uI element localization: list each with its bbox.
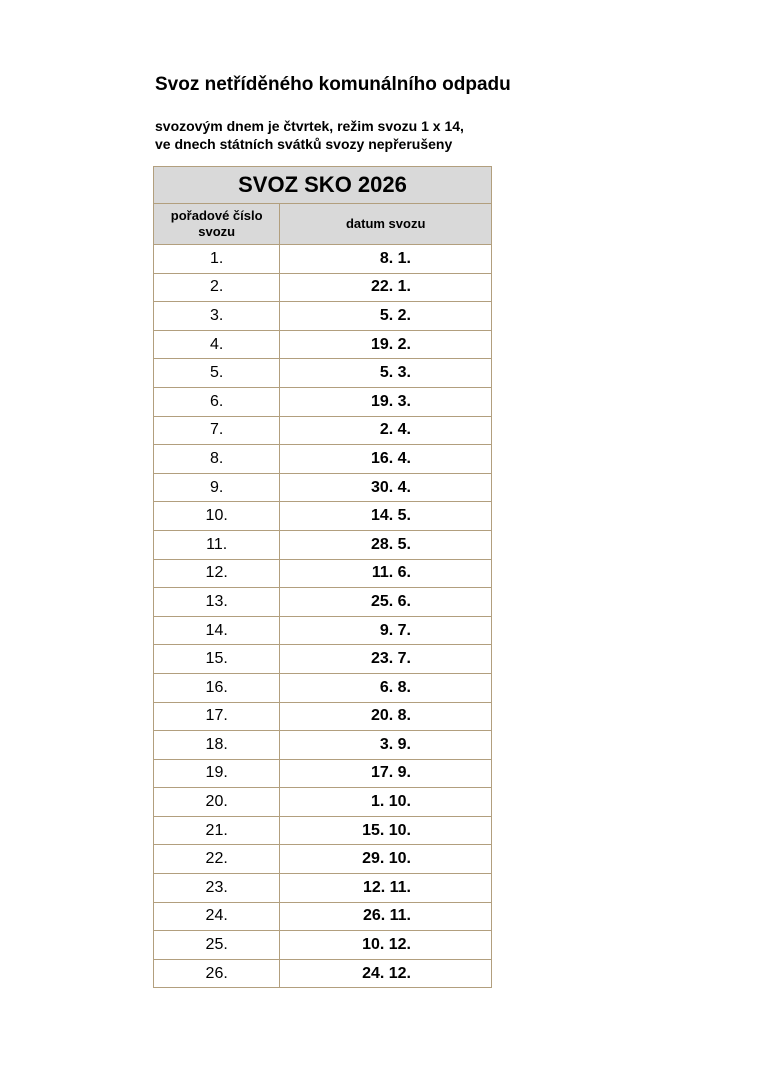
collection-number: 21. <box>154 816 280 845</box>
collection-date: 22. 1. <box>280 273 492 302</box>
table-row <box>154 845 492 874</box>
table-row <box>154 788 492 817</box>
collection-number: 13. <box>154 588 280 617</box>
collection-number: 5. <box>154 359 280 388</box>
collection-number: 22. <box>154 845 280 874</box>
description-line-2: ve dnech státních svátků svozy nepřerušeny <box>155 136 453 152</box>
table-row <box>154 759 492 788</box>
collection-number: 15. <box>154 645 280 674</box>
collection-number: 7. <box>154 416 280 445</box>
collection-date: 28. 5. <box>280 530 492 559</box>
collection-number: 11. <box>154 530 280 559</box>
collection-date: 3. 9. <box>280 731 492 760</box>
table-row <box>154 387 492 416</box>
collection-date: 5. 2. <box>280 302 492 331</box>
table-row <box>154 645 492 674</box>
collection-number: 17. <box>154 702 280 731</box>
table-title: SVOZ SKO 2026 <box>154 167 492 204</box>
collection-date: 12. 11. <box>280 874 492 903</box>
table-row <box>154 245 492 274</box>
table-row <box>154 445 492 474</box>
collection-schedule-table <box>153 166 492 988</box>
table-row <box>154 874 492 903</box>
collection-date: 30. 4. <box>280 473 492 502</box>
table-row <box>154 502 492 531</box>
description-line-1: svozovým dnem je čtvrtek, režim svozu 1 x 14, <box>155 118 464 134</box>
collection-date: 23. 7. <box>280 645 492 674</box>
collection-date: 6. 8. <box>280 673 492 702</box>
collection-date: 19. 3. <box>280 387 492 416</box>
table-row <box>154 330 492 359</box>
table-row <box>154 588 492 617</box>
collection-number: 23. <box>154 874 280 903</box>
table-row <box>154 473 492 502</box>
collection-date: 19. 2. <box>280 330 492 359</box>
collection-number: 20. <box>154 788 280 817</box>
table-row <box>154 530 492 559</box>
table-row <box>154 302 492 331</box>
collection-date: 24. 12. <box>280 959 492 988</box>
collection-number: 19. <box>154 759 280 788</box>
collection-date: 2. 4. <box>280 416 492 445</box>
collection-date: 25. 6. <box>280 588 492 617</box>
schedule-description <box>155 117 464 153</box>
table-row <box>154 931 492 960</box>
collection-number: 24. <box>154 902 280 931</box>
collection-date: 14. 5. <box>280 502 492 531</box>
collection-date: 5. 3. <box>280 359 492 388</box>
collection-number: 2. <box>154 273 280 302</box>
table-row <box>154 673 492 702</box>
collection-number: 9. <box>154 473 280 502</box>
table-row <box>154 559 492 588</box>
collection-number: 10. <box>154 502 280 531</box>
collection-number: 6. <box>154 387 280 416</box>
table-row <box>154 816 492 845</box>
table-row <box>154 731 492 760</box>
collection-number: 4. <box>154 330 280 359</box>
collection-number: 26. <box>154 959 280 988</box>
collection-date: 17. 9. <box>280 759 492 788</box>
table-row <box>154 902 492 931</box>
collection-date: 1. 10. <box>280 788 492 817</box>
column-header-number: pořadové číslo svozu <box>154 204 280 245</box>
collection-date: 15. 10. <box>280 816 492 845</box>
column-header-date: datum svozu <box>280 204 492 245</box>
collection-date: 9. 7. <box>280 616 492 645</box>
table-body <box>154 245 492 988</box>
collection-date: 29. 10. <box>280 845 492 874</box>
collection-date: 11. 6. <box>280 559 492 588</box>
table-row <box>154 273 492 302</box>
collection-number: 1. <box>154 245 280 274</box>
collection-date: 8. 1. <box>280 245 492 274</box>
collection-number: 3. <box>154 302 280 331</box>
collection-date: 26. 11. <box>280 902 492 931</box>
collection-number: 16. <box>154 673 280 702</box>
table-row <box>154 359 492 388</box>
table-row <box>154 416 492 445</box>
collection-date: 20. 8. <box>280 702 492 731</box>
collection-number: 14. <box>154 616 280 645</box>
table-row <box>154 702 492 731</box>
collection-number: 18. <box>154 731 280 760</box>
collection-number: 25. <box>154 931 280 960</box>
collection-date: 16. 4. <box>280 445 492 474</box>
collection-number: 12. <box>154 559 280 588</box>
collection-date: 10. 12. <box>280 931 492 960</box>
page-heading: Svoz netříděného komunálního odpadu <box>155 74 511 95</box>
collection-number: 8. <box>154 445 280 474</box>
table-row <box>154 616 492 645</box>
table-row <box>154 959 492 988</box>
